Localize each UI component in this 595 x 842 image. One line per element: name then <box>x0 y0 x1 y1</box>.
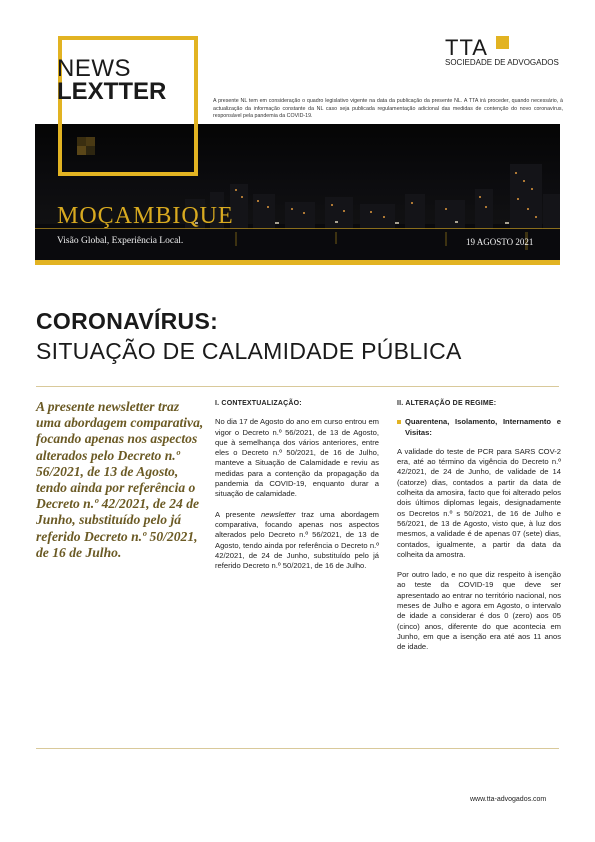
decor-square-icon <box>77 146 86 155</box>
headline-sub: SITUAÇÃO DE CALAMIDADE PÚBLICA <box>36 338 462 364</box>
paragraph: No dia 17 de Agosto do ano em curso entrou em vigor o Decreto n.º 56/2021, de 13 de Agosto, que à semelhança dos vários anteriores, entre eles o Decreto n.º 50/2021, de 16 de Julho, manteve a Situação de Calamidade e reviu as medidas para a contenção da propagação da pandemia da COVID-19, enquanto durar a situação de calamidade. <box>215 417 379 499</box>
section-contextualizacao <box>215 399 379 581</box>
divider-top <box>36 386 559 387</box>
headline-main: CORONAVÍRUS: <box>36 308 219 334</box>
brand-logo: TTA <box>445 35 488 60</box>
decor-square-icon <box>77 137 86 146</box>
decor-square-icon <box>86 137 95 146</box>
banner-gold-bar <box>35 260 560 265</box>
section-alteracao-regime <box>397 399 561 663</box>
divider-bottom <box>36 748 559 749</box>
decor-square-icon <box>86 146 95 155</box>
section-title: II. ALTERAÇÃO DE REGIME: <box>397 400 497 407</box>
paragraph: Por outro lado, e no que diz respeito à isenção ao teste da COVID-19 que deve ser apresentado ao entrar no território nacional, nos meses de Julho e agora em Agosto, o intervalo de idade a considerar é dos 0 (zero) aos 05 (cinco) anos, diferente do que acontecia em Junho, em que a isenção era até aos 11 anos de idade. <box>397 570 561 652</box>
country-title: MOÇAMBIQUE <box>57 203 234 229</box>
issue-date: 19 AGOSTO 2021 <box>466 237 534 247</box>
intro-disclaimer: A presente NL tem em consideração o quadro legislativo vigente na data da publicação da presente NL. A TTA irá proceder, quando necessário, à actualização da informação constante da NL caso seja publicada regulamentação adicional das medidas de contenção do novo coronavírus, responsável pela pandemia da COVID-19. <box>213 98 563 119</box>
bullet-heading: Quarentena, Isolamento, Internamento e Visitas: <box>397 417 561 438</box>
masthead-lextter: LEXTTER <box>57 78 167 105</box>
banner-tagline: Visão Global, Experiência Local. <box>57 236 184 246</box>
paragraph: A validade do teste de PCR para SARS COV-2 era, até ao término da vigência do Decreto n.º 42/2021, de 24 de Junho, de validade de 14 (catorze) dias, contados a partir da data de colheita da amosira, facto que foi alterado pelos dois últimos diplomas legais, designadamente os Decretos n.º s 50/2021, de 16 de Julho e 56/2021, de 13 de Agosto, visto que, à luz dos mesmos, a validade é de apenas 07 (sete) dias, contados, igualmente, a partir da data da colheita da amostra. <box>397 446 561 559</box>
brand-subtitle: SOCIEDADE DE ADVOGADOS <box>445 58 559 67</box>
paragraph: A presente newsletter traz uma abordagem comparativa, focando apenas nos aspectos alterados pelo Decreto n.º 56/2021, de 13 de Agosto, tendo ainda por referência o Decreto n.º 42/2021, de 24 de Junho, substituído pelo já referido Decreto n.º 50/2021, de 16 de Julho. <box>215 509 379 571</box>
pull-quote: A presente newsletter traz uma abordagem comparativa, focando apenas nos aspectos alterados pelo Decreto n.º 56/2021, de 13 de Agosto, tendo ainda por referência o Decreto n.º 42/2021, de 24 de Junho, substituído pelo já referido Decreto n.º 50/2021, de 16 de Julho. <box>36 399 204 560</box>
section-title: I. CONTEXTUALIZAÇÃO: <box>215 400 302 407</box>
footer-url[interactable]: www.tta-advogados.com <box>470 796 547 803</box>
brand-square-icon <box>496 36 509 49</box>
masthead-news: NEWS <box>57 55 131 82</box>
